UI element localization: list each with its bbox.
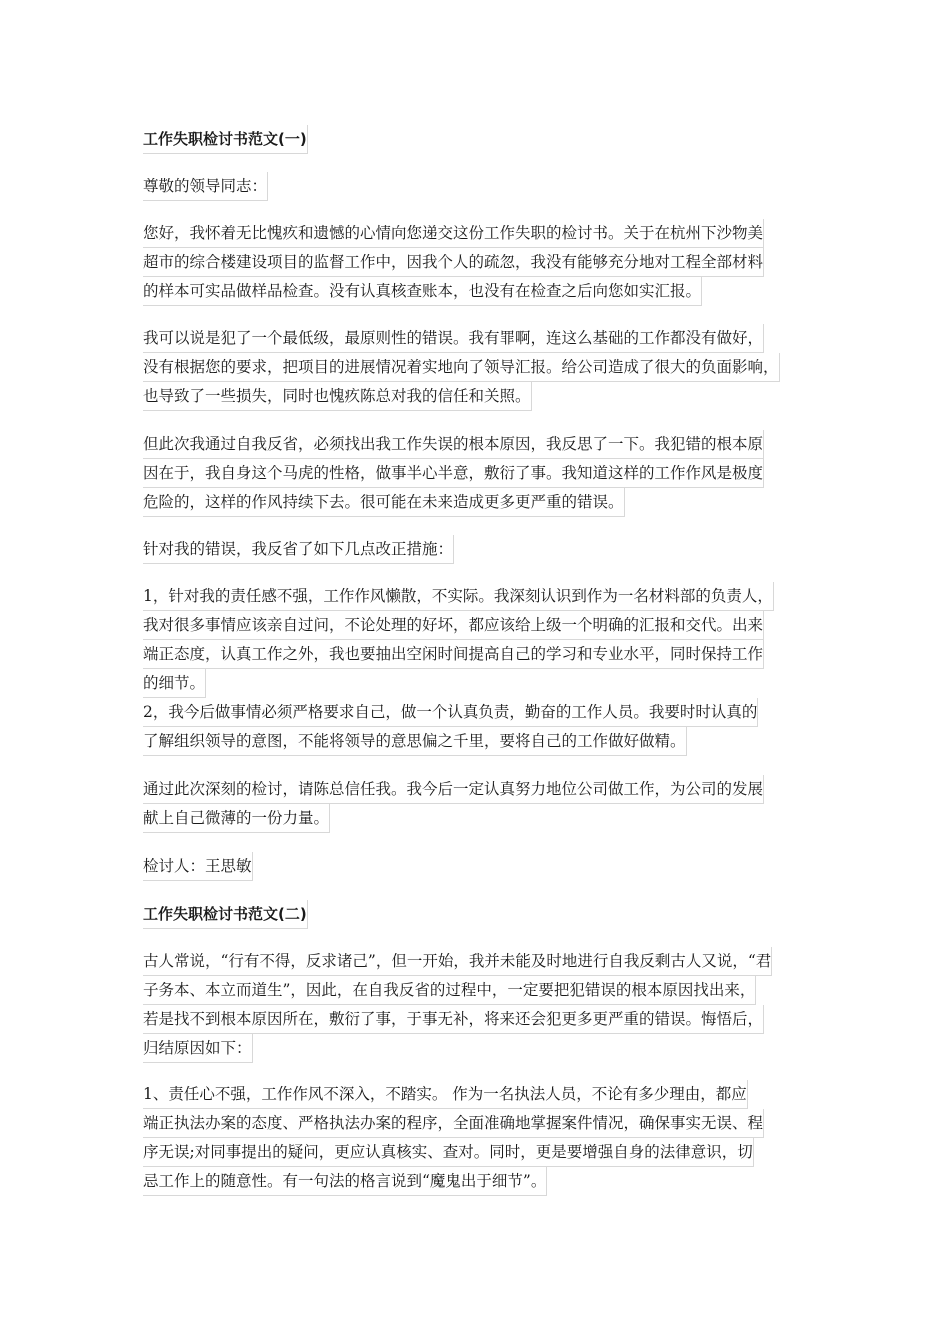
paragraph-5: 1，针对我的责任感不强，工作作风懒散，不实际。我深刻认识到作为一名材料部的负责人， 我对很多事情应该亲自过问，不论处理的好坏，都应该给上级一个明确的汇报和交代。出来 端正态度，认真工作之外，我也要抽出空闲时间提高自己的学习和专业水平，同时保持工作 的细节。 (143, 582, 774, 698)
signature: 检讨人：王思敏 (143, 852, 253, 881)
paragraph-6: 2，我今后做事情必须严格要求自己，做一个认真负责，勤奋的工作人员。我要时时认真的 了解组织领导的意图，不能将领导的意思偏之千里，要将自己的工作做好做精。 (143, 698, 758, 756)
paragraph-4: 针对我的错误，我反省了如下几点改正措施： (143, 535, 454, 564)
heading-1: 工作失职检讨书范文(一) (143, 125, 308, 154)
paragraph-8: 古人常说，“行有不得，反求诸己”，但一开始，我并未能及时地进行自我反剩古人又说，“君 子务本、本立而道生”，因此，在自我反省的过程中，一定要把犯错误的根本原因找出来， 若是找不到根本原因所在，敷衍了事，于事无补，将来还会犯更多更严重的错误。悔悟后， 归结原因如下： (143, 947, 772, 1063)
heading-2: 工作失职检讨书范文(二) (143, 900, 308, 929)
paragraph-1: 您好，我怀着无比愧疚和遗憾的心情向您递交这份工作失职的检讨书。关于在杭州下沙物美 超市的综合楼建设项目的监督工作中，因我个人的疏忽，我没有能够充分地对工程全部材料 的样本可实品做样品检查。没有认真核查账本，也没有在检查之后向您如实汇报。 (143, 219, 764, 306)
paragraph-9: 1、责任心不强，工作作风不深入，不踏实。 作为一名执法人员，不论有多少理由，都应 端正执法办案的态度、严格执法办案的程序，全面准确地掌握案件情况，确保事实无误、程 序无误;对同事提出的疑问，更应认真核实、查对。同时，更是要增强自身的法律意识，切 忌工作上的随意性。有一句法的格言说到“魔鬼出于细节”。 (143, 1080, 764, 1196)
paragraph-3: 但此次我通过自我反省，必须找出我工作失误的根本原因，我反思了一下。我犯错的根本原 因在于，我自身这个马虎的性格，做事半心半意，敷衍了事。我知道这样的工作作风是极度 危险的，这样的作风持续下去。很可能在未来造成更多更严重的错误。 (143, 430, 764, 517)
paragraph-2: 我可以说是犯了一个最低级，最原则性的错误。我有罪啊，连这么基础的工作都没有做好， 没有根据您的要求，把项目的进展情况着实地向了领导汇报。给公司造成了很大的负面影响， 也导致了一些损失，同时也愧疚陈总对我的信任和关照。 (143, 324, 780, 411)
paragraph-7: 通过此次深刻的检讨，请陈总信任我。我今后一定认真努力地位公司做工作，为公司的发展 献上自己微薄的一份力量。 (143, 775, 764, 833)
salutation: 尊敬的领导同志： (143, 172, 268, 201)
